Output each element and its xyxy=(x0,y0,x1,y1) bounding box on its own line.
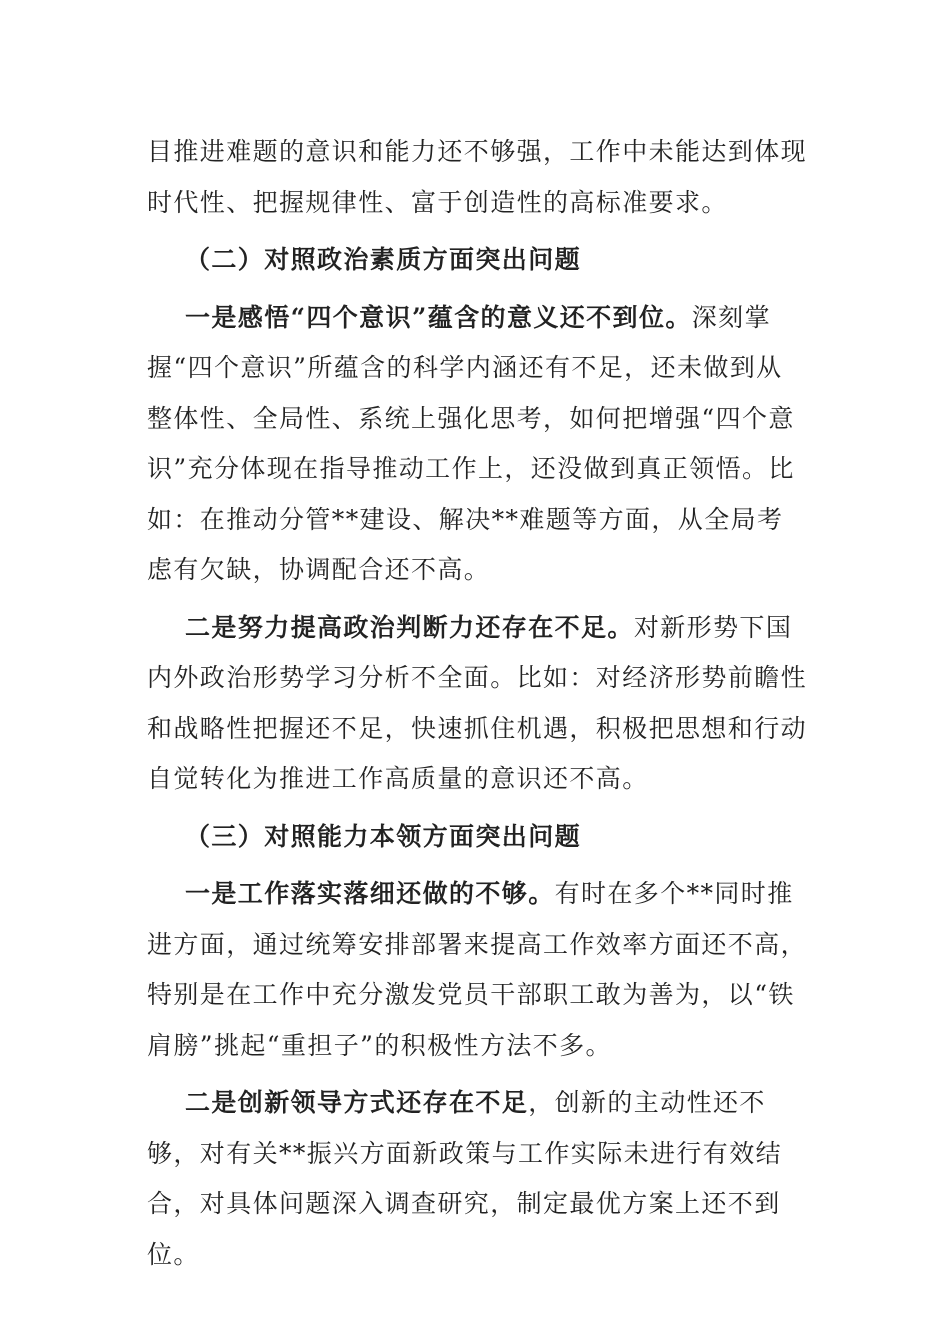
heading-text: （三）对照能力本领方面突出问题 xyxy=(185,821,582,851)
paragraph-item-innovation xyxy=(147,1078,807,1280)
section-heading-political-quality xyxy=(147,235,807,286)
document-body xyxy=(147,127,807,1287)
paragraph-lead: 一是工作落实落细还做的不够。 xyxy=(185,879,555,908)
paragraph-lead: 二是创新领导方式还存在不足 xyxy=(185,1088,529,1117)
paragraph-text: 对新形势下国内外政治形势学习分析不全面。比如：对经济形势前瞻性和战略性把握还不足，快速抓住机遇，积极把思想和行动自觉转化为推进工作高质量的意识还不高。 xyxy=(147,612,808,793)
paragraph-text: 目推进难题的意识和能力还不够强，工作中未能达到体现时代性、把握规律性、富于创造性的高标准要求。 xyxy=(147,137,808,217)
paragraph-lead: 二是努力提高政治判断力还存在不足。 xyxy=(185,612,634,642)
section-heading-ability xyxy=(147,812,807,863)
paragraph-text: 有时在多个**同时推进方面，通过统筹安排部署来提高工作效率方面还不高，特别是在工作中充分激发党员干部职工敢为善为，以“铁肩膀”挑起“重担子”的积极性方法不多。 xyxy=(147,879,808,1060)
paragraph-text: 深刻掌握“四个意识”所蕴含的科学内涵还有不足，还未做到从整体性、全局性、系统上强化思考，如何把增强“四个意识”充分体现在指导推动工作上，还没做到真正领悟。比如：在推动分管**建设、解决**难题等方面，从全局考虑有欠缺，协调配合还不高。 xyxy=(147,302,795,584)
paragraph-item-political-awareness xyxy=(147,293,807,596)
paragraph-item-political-judgment xyxy=(147,603,807,805)
paragraph-text: ，创新的主动性还不够，对有关**振兴方面新政策与工作实际未进行有效结合，对具体问题深入调查研究，制定最优方案上还不到位。 xyxy=(147,1088,783,1269)
heading-text: （二）对照政治素质方面突出问题 xyxy=(185,245,582,274)
paragraph-item-work-implementation xyxy=(147,869,807,1071)
paragraph-continuation xyxy=(147,127,807,228)
paragraph-lead: 一是感悟“四个意识”蕴含的意义还不到位。 xyxy=(185,302,692,332)
